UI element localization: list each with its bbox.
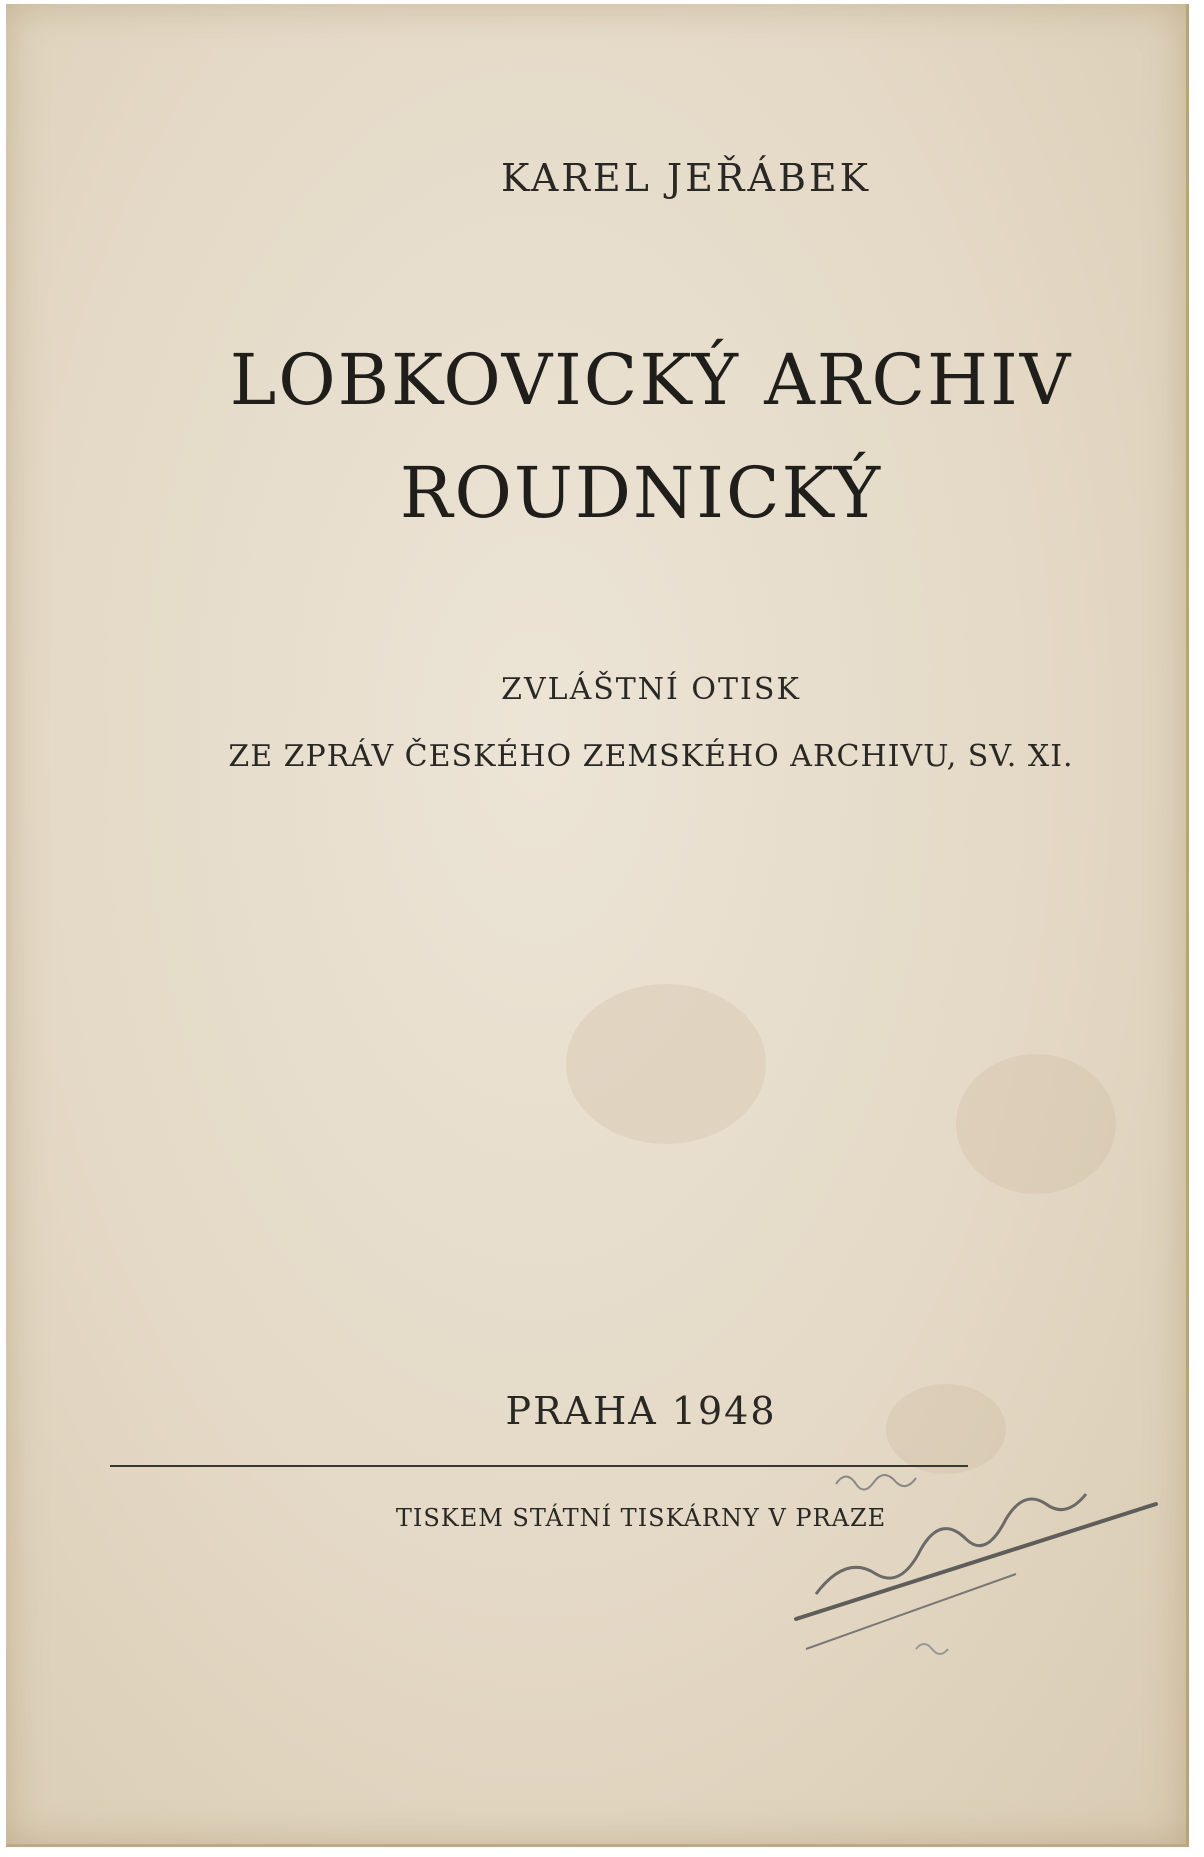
pencil-scribble-marks [776, 1444, 1176, 1674]
printer-imprint: TISKEM STÁTNÍ TISKÁRNY V PRAZE [395, 1504, 887, 1532]
subtitle-line-2: ZE ZPRÁV ČESKÉHO ZEMSKÉHO ARCHIVU, SV. XI. [228, 739, 1074, 774]
book-title-line-1: LOBKOVICKÝ ARCHIV [229, 339, 1073, 421]
place-and-year: PRAHA 1948 [505, 1389, 777, 1433]
subtitle-line-1: ZVLÁŠTNÍ OTISK [501, 672, 801, 707]
book-cover [6, 4, 1189, 1847]
book-title-line-2: ROUDNICKÝ [399, 452, 883, 534]
author-name: KAREL JEŘÁBEK [500, 156, 872, 200]
paper-stain [566, 984, 766, 1144]
paper-stain [956, 1054, 1116, 1194]
